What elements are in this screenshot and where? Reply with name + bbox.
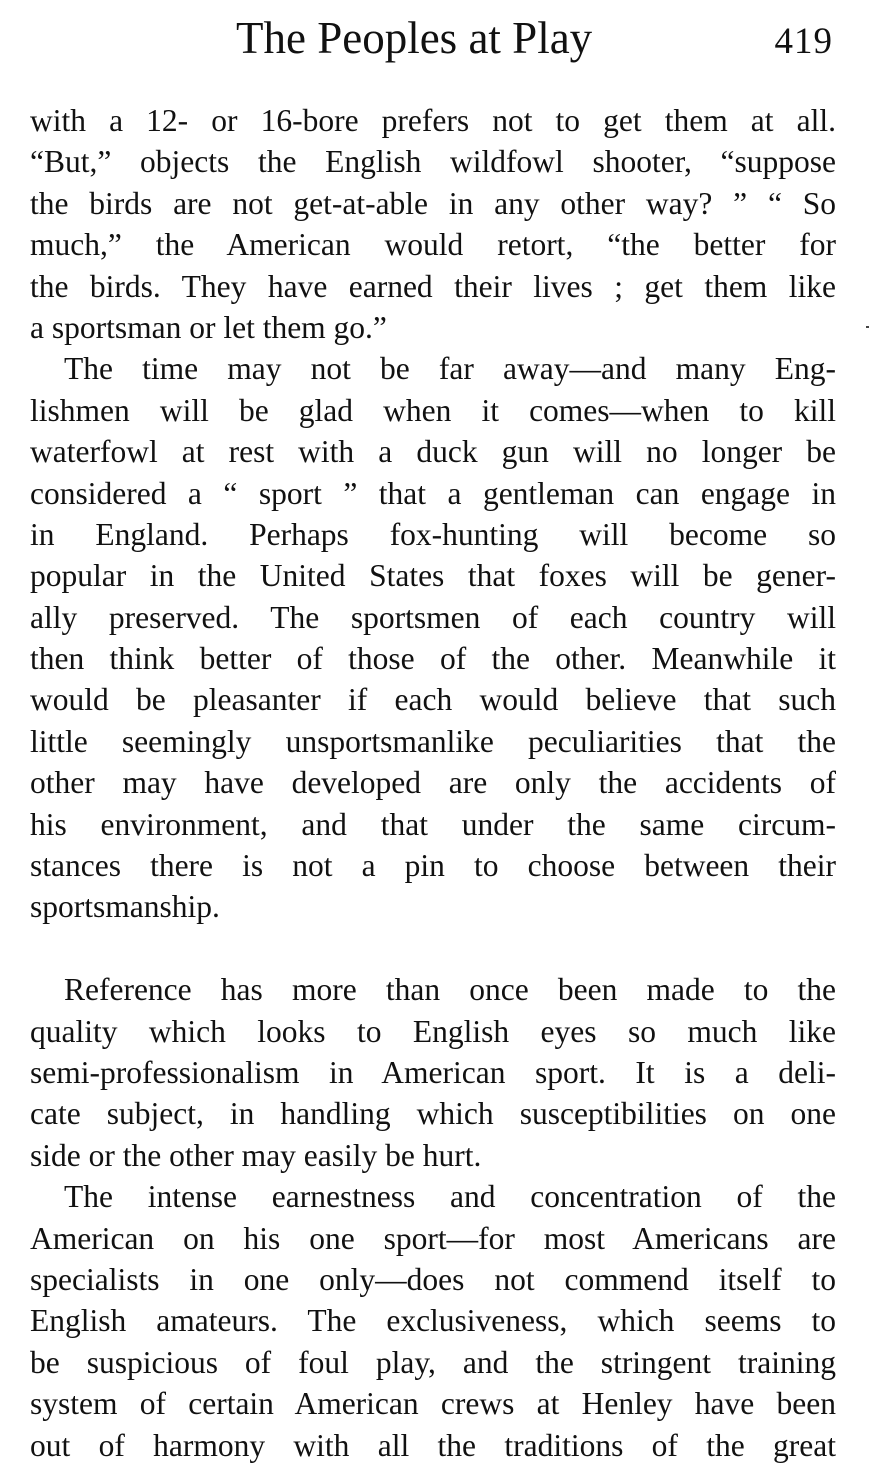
text-line: Reference has more than once been made to the bbox=[64, 972, 836, 1008]
text-line: cate subject, in handling which susceptibilities on one bbox=[30, 1096, 836, 1132]
text-line: semi-professionalism in American sport. It is a deli- bbox=[30, 1054, 836, 1090]
text-line: system of certain American crews at Henley have been bbox=[30, 1386, 836, 1422]
text-line: then think better of those of the other. Meanwhile it bbox=[30, 641, 836, 677]
text-line: out of harmony with all the traditions of the great bbox=[30, 1427, 836, 1463]
margin-speck bbox=[866, 326, 869, 328]
paragraph-3 bbox=[30, 969, 836, 1176]
text-line: would be pleasanter if each would believe that such bbox=[30, 682, 836, 718]
running-title: The Peoples at Play bbox=[236, 13, 593, 63]
text-line: the birds are not get-at-able in any other way? ” “ So bbox=[30, 185, 836, 221]
text-line: considered a “ sport ” that a gentleman can engage in bbox=[30, 475, 836, 511]
text-line: a sportsman or let them go.” bbox=[30, 309, 387, 345]
body-text bbox=[30, 100, 836, 1466]
text-line: The intense earnestness and concentration of the bbox=[64, 1179, 836, 1215]
text-line: side or the other may easily be hurt. bbox=[30, 1137, 482, 1173]
text-line: lishmen will be glad when it comes—when to kill bbox=[30, 392, 836, 428]
text-line: with a 12- or 16-bore prefers not to get them at all. bbox=[30, 103, 836, 138]
text-line: much,” the American would retort, “the better for bbox=[30, 227, 836, 263]
page-number: 419 bbox=[774, 21, 833, 62]
text-line: little seemingly unsportsmanlike peculiarities that the bbox=[30, 723, 836, 759]
text-line: The time may not be far away—and many Eng- bbox=[64, 351, 836, 387]
text-line: in England. Perhaps fox-hunting will become so bbox=[30, 516, 836, 552]
section-break bbox=[30, 928, 836, 969]
text-line: American on his one sport—for most Americans are bbox=[30, 1220, 836, 1256]
text-line: “But,” objects the English wildfowl shooter, “suppose bbox=[30, 144, 836, 180]
text-line: the birds. They have earned their lives ; get them like bbox=[30, 268, 836, 304]
paragraph-4 bbox=[30, 1176, 836, 1466]
text-line: his environment, and that under the same circum- bbox=[30, 806, 836, 842]
text-line: popular in the United States that foxes will be gener- bbox=[30, 558, 836, 594]
text-line: quality which looks to English eyes so much like bbox=[30, 1013, 836, 1049]
text-line: other may have developed are only the accidents of bbox=[30, 765, 836, 801]
text-line: waterfowl at rest with a duck gun will no longer be bbox=[30, 434, 836, 470]
text-line: ally preserved. The sportsmen of each country will bbox=[30, 599, 836, 635]
text-line: stances there is not a pin to choose between their bbox=[30, 848, 836, 884]
paragraph-2 bbox=[30, 348, 836, 927]
text-line: be suspicious of foul play, and the stringent training bbox=[30, 1344, 836, 1380]
running-header bbox=[0, 8, 871, 68]
paragraph-1 bbox=[30, 100, 836, 348]
text-line: sportsmanship. bbox=[30, 889, 220, 925]
text-line: specialists in one only—does not commend itself to bbox=[30, 1261, 836, 1297]
text-line: English amateurs. The exclusiveness, which seems to bbox=[30, 1303, 836, 1339]
